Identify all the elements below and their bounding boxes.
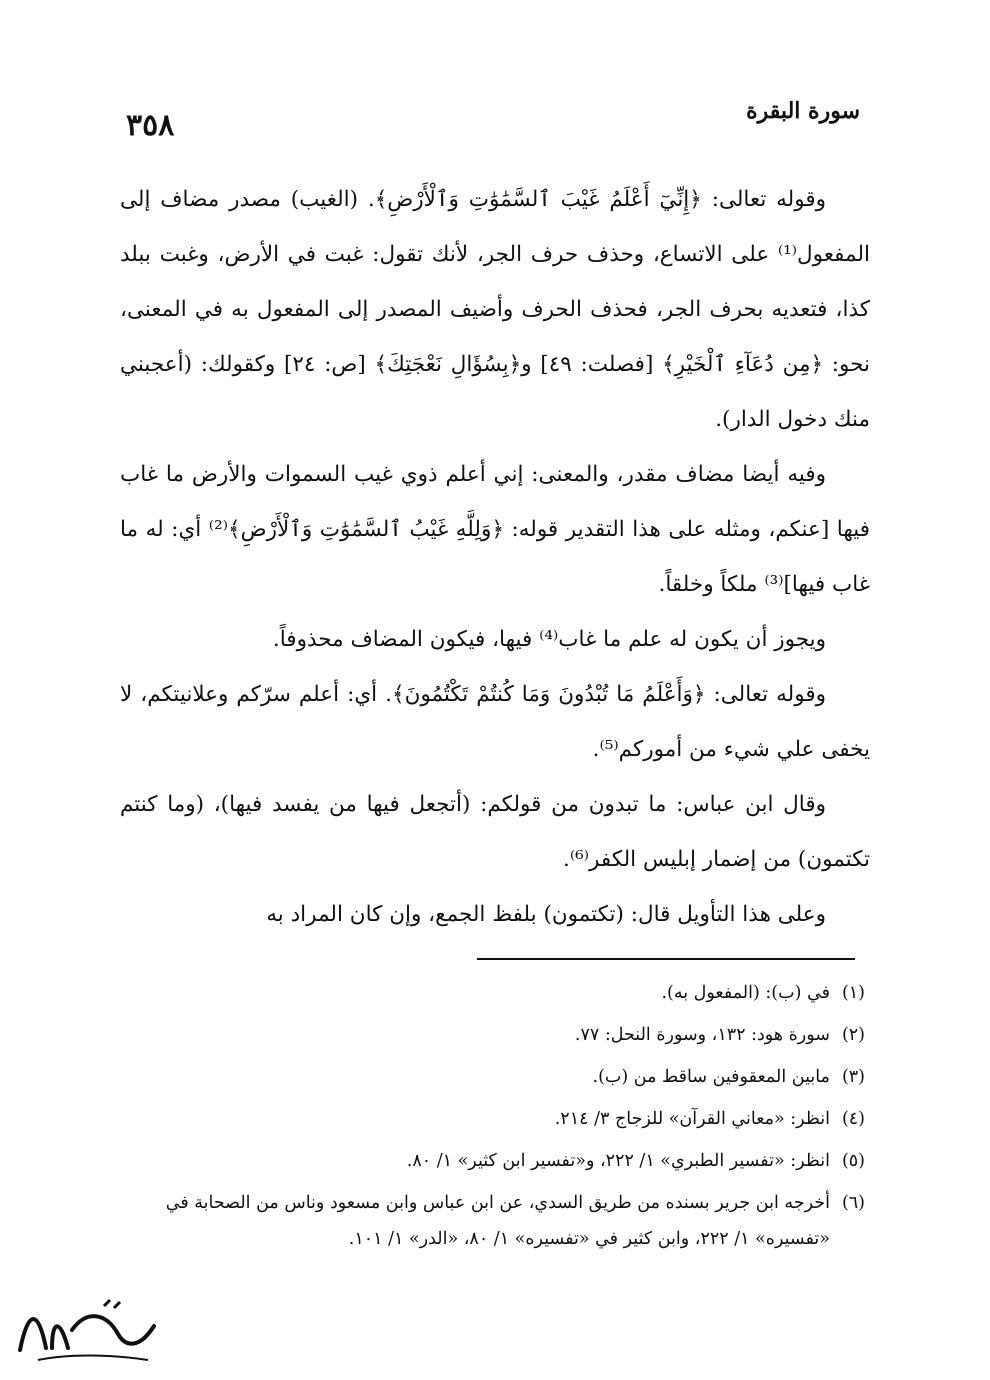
footnote-number: (٢)	[841, 1025, 865, 1045]
footnote	[120, 1014, 865, 1056]
footnote	[120, 1098, 865, 1140]
paragraph-4: وقوله تعالى: ﴿وَأَعْلَمُ مَا تُبْدُونَ وَمَا كُنتُمْ تَكْتُمُونَ﴾. أي: أعلم سرّكم وعلانيتكم، لا يخفى علي شيء من أموركم⁽⁵⁾.	[120, 682, 870, 762]
footnote	[120, 972, 865, 1014]
paragraph-1: وقوله تعالى: ﴿إِنِّيٓ أَعْلَمُ غَيْبَ ٱلسَّمَٰوَٰتِ وَٱلْأَرْضِ﴾. (الغيب) مصدر مضاف إلى المفعول⁽¹⁾ على الاتساع، وحذف حرف الجر، لأنك تقول: غبت في الأرض، وغبت ببلد كذا، فتعديه بحرف الجر، فحذف الحرف وأضيف المصدر إلى المفعول به في المعنى، نحو: ﴿مِن دُعَآءِ ٱلْخَيْرِ﴾ [فصلت: ٤٩] و﴿بِسُؤَالِ نَعْجَتِكَ﴾ [ص: ٢٤] وكقولك: (أعجبني منك دخول الدار).	[120, 187, 871, 432]
paragraph-6: وعلى هذا التأويل قال: (تكتمون) بلفظ الجمع، وإن كان المراد به	[266, 902, 826, 927]
footnote-text: انظر: «تفسير الطبري» ١/ ٢٢٢، و«تفسير ابن كثير» ١/ ٨٠.	[406, 1151, 830, 1171]
footnote-text: في (ب): (المفعول به).	[661, 983, 830, 1003]
main-text	[120, 172, 870, 942]
footnote-number: (٣)	[841, 1067, 865, 1087]
footnote	[120, 1182, 865, 1257]
footnote-separator	[477, 958, 855, 960]
surah-title: سورة البقرة	[746, 98, 860, 124]
footnote-text: سورة هود: ١٣٢، وسورة النحل: ٧٧.	[574, 1025, 830, 1045]
footnote	[120, 1140, 865, 1182]
footnote-number: (٦)	[841, 1193, 865, 1213]
footnote-number: (٥)	[841, 1151, 865, 1171]
footnote-text: انظر: «معاني القرآن» للزجاج ٣/ ٢١٤.	[554, 1109, 830, 1129]
footnote-number: (١)	[841, 983, 865, 1003]
paragraph-2: وفيه أيضا مضاف مقدر، والمعنى: إني أعلم ذوي غيب السموات والأرض ما غاب فيها [عنكم، ومثله على هذا التقدير قوله: ﴿وَلِلَّهِ غَيْبُ ٱلسَّمَٰوَٰتِ وَٱلْأَرْضِ﴾⁽²⁾ أي: له ما غاب فيها]⁽³⁾ ملكاً وخلقاً.	[120, 462, 870, 597]
paragraph-5: وقال ابن عباس: ما تبدون من قولكم: (أتجعل فيها من يفسد فيها)، (وما كنتم تكتمون) من إضمار إبليس الكفر⁽⁶⁾.	[120, 792, 870, 872]
calligraphy-stamp	[8, 1290, 168, 1370]
footnote-text: مابين المعقوفين ساقط من (ب).	[592, 1067, 830, 1087]
footnote-number: (٤)	[841, 1109, 865, 1129]
footnotes	[120, 972, 865, 1257]
footnote-text: أخرجه ابن جرير بسنده من طريق السدي، عن ابن عباس وابن مسعود وناس من الصحابة في «تفسيره» ١/ ٢٢٢، وابن كثير في «تفسيره» ١/ ٨٠، «الدر» ١/ ١٠١.	[165, 1193, 830, 1249]
page-number: ٣٥٨	[126, 108, 175, 143]
footnote	[120, 1056, 865, 1098]
paragraph-3: ويجوز أن يكون له علم ما غاب⁽⁴⁾ فيها، فيكون المضاف محذوفاً.	[272, 627, 826, 652]
